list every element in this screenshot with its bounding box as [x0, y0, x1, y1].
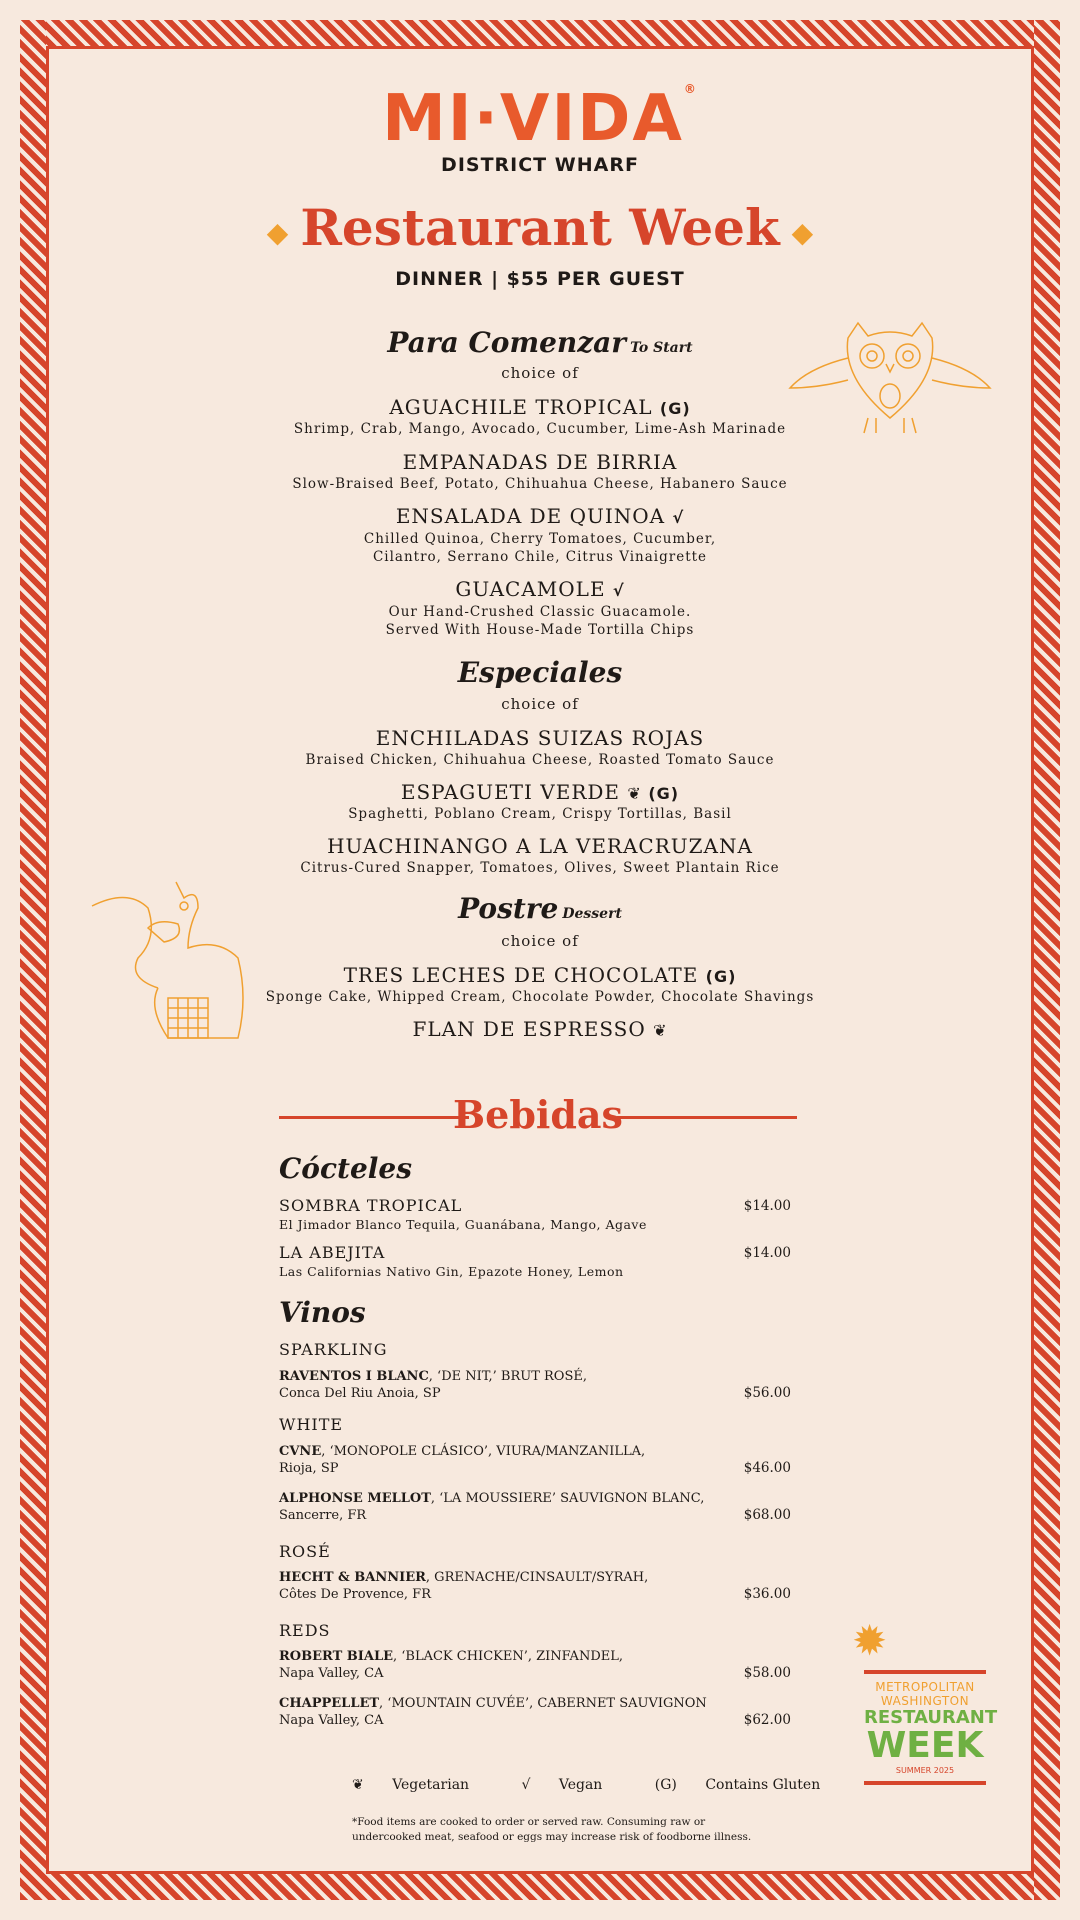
choice-of-starters: choice of: [501, 364, 579, 382]
drink-price: $36.00: [743, 1586, 791, 1602]
vegetarian-icon: ❦: [653, 1021, 668, 1040]
dish-name: ESPAGUETI VERDE ❦ (G): [400, 780, 680, 804]
dish-description: Spaghetti, Poblano Cream, Crispy Tortillas, Basil: [348, 806, 732, 822]
list-item: ROBERT BIALE, ‘BLACK CHICKEN’, ZINFANDEL, Napa Valley, CA $58.00: [279, 1649, 791, 1681]
drink-description: El Jimador Blanco Tequila, Guanábana, Mango, Agave: [279, 1217, 647, 1232]
vegan-icon: √: [521, 1777, 531, 1793]
drink-price: $62.00: [743, 1712, 791, 1728]
legend-vegetarian: ❦ Vegetarian: [352, 1777, 470, 1793]
border-pattern-right: [1034, 20, 1060, 1900]
dish-name: AGUACHILE TROPICAL (G): [389, 395, 691, 419]
wines-section: [279, 1296, 791, 1329]
section-title-specials: Especiales: [457, 656, 623, 689]
drink-description: Las Californias Nativo Gin, Epazote Honey, Lemon: [279, 1264, 624, 1279]
legend-vegan: √ Vegan: [521, 1777, 603, 1793]
list-item: [279, 1243, 791, 1279]
drink-price: $14.00: [743, 1198, 791, 1214]
bebidas-title: Bebidas: [453, 1092, 623, 1137]
wines-title: Vinos: [279, 1296, 366, 1329]
ornament-left-icon: ◆: [266, 215, 289, 249]
sun-icon: ✹: [852, 1616, 888, 1665]
vegetarian-icon: ❦ (G): [627, 784, 680, 803]
mrw-logo: ✹ METROPOLITAN WASHINGTON RESTAURANT WEEK SUMMER 2025: [850, 1620, 1000, 1785]
wine-category: ROSÉ: [279, 1542, 331, 1561]
dish-description: Shrimp, Crab, Mango, Avocado, Cucumber, Lime-Ash Marinade: [293, 421, 787, 437]
logo: MI·VIDA®: [382, 82, 698, 156]
dish-name: ENCHILADAS SUIZAS ROJAS: [375, 726, 705, 750]
gluten-icon: (G): [654, 1777, 677, 1793]
price-line: DINNER | $55 PER GUEST: [395, 268, 685, 290]
dish-description: Braised Chicken, Chihuahua Cheese, Roasted Tomato Sauce: [305, 752, 775, 768]
page-title: ◆ Restaurant Week ◆: [266, 198, 814, 257]
cocktails-title: Cócteles: [279, 1152, 412, 1185]
list-item: RAVENTOS I BLANC, ‘DE NIT,’ BRUT ROSÉ, Conca Del Riu Anoia, SP $56.00: [279, 1369, 791, 1401]
choice-of-dessert: choice of: [501, 932, 579, 950]
dish-description: Citrus-Cured Snapper, Tomatoes, Olives, Sweet Plantain Rice: [300, 860, 780, 876]
location: DISTRICT WHARF: [441, 154, 639, 176]
drink-name: LA ABEJITA: [279, 1243, 386, 1262]
dish-name: FLAN DE ESPRESSO ❦: [412, 1017, 668, 1041]
list-item: CVNE, ‘MONOPOLE CLÁSICO’, VIURA/MANZANILLA, Rioja, SP $46.00: [279, 1444, 791, 1476]
wine-category: SPARKLING: [279, 1340, 388, 1359]
vegan-icon: √: [612, 581, 625, 600]
wine-category: WHITE: [279, 1415, 344, 1434]
section-title-dessert: Postre Dessert: [458, 892, 622, 925]
wine-category: REDS: [279, 1621, 331, 1640]
cocktails-section: [279, 1152, 791, 1185]
section-title-starters: Para Comenzar To Start: [387, 326, 693, 359]
dish-description: Served With House-Made Tortilla Chips: [385, 622, 695, 638]
drink-price: $68.00: [743, 1507, 791, 1523]
vegan-icon: √: [672, 508, 685, 527]
dish-description: Slow-Braised Beef, Potato, Chihuahua Cheese, Habanero Sauce: [292, 476, 788, 492]
drink-price: $56.00: [743, 1385, 791, 1401]
list-item: ALPHONSE MELLOT, ‘LA MOUSSIERE’ SAUVIGNON BLANC, Sancerre, FR $68.00: [279, 1491, 791, 1523]
drink-price: $58.00: [743, 1665, 791, 1681]
border-pattern-top: [20, 20, 1060, 46]
list-item: [279, 1196, 791, 1232]
dish-name: TRES LECHES DE CHOCOLATE (G): [343, 963, 737, 987]
list-item: HECHT & BANNIER, GRENACHE/CINSAULT/SYRAH, Côtes De Provence, FR $36.00: [279, 1570, 791, 1602]
dish-description: Our Hand-Crushed Classic Guacamole.: [388, 604, 692, 620]
border-pattern-bottom: [20, 1874, 1060, 1900]
dish-description: Cilantro, Serrano Chile, Citrus Vinaigrette: [372, 549, 708, 565]
dish-name: HUACHINANGO A LA VERACRUZANA: [327, 834, 753, 858]
dish-name: ENSALADA DE QUINOA √: [395, 504, 685, 528]
bebidas-header: [279, 1092, 797, 1140]
ornament-right-icon: ◆: [791, 215, 814, 249]
vegetarian-icon: ❦: [352, 1777, 364, 1793]
border-pattern-left: [20, 20, 46, 1900]
legend-gluten: (G) Contains Gluten: [654, 1777, 821, 1793]
drink-price: $14.00: [743, 1245, 791, 1261]
disclaimer: *Food items are cooked to order or served raw. Consuming raw or undercooked meat, seafood or eggs may increase risk of foodborne illness.: [352, 1816, 752, 1843]
dish-description: Sponge Cake, Whipped Cream, Chocolate Powder, Chocolate Shavings: [265, 989, 815, 1005]
drink-price: $46.00: [743, 1460, 791, 1476]
dish-description: Chilled Quinoa, Cherry Tomatoes, Cucumber,: [363, 531, 717, 547]
dish-name: GUACAMOLE √: [455, 577, 625, 601]
legend: [352, 1777, 868, 1793]
list-item: CHAPPELLET, ‘MOUNTAIN CUVÉE’, CABERNET SAUVIGNON Napa Valley, CA $62.00: [279, 1696, 791, 1728]
choice-of-specials: choice of: [501, 695, 579, 713]
drink-name: SOMBRA TROPICAL: [279, 1196, 463, 1215]
dish-name: EMPANADAS DE BIRRIA: [402, 450, 678, 474]
